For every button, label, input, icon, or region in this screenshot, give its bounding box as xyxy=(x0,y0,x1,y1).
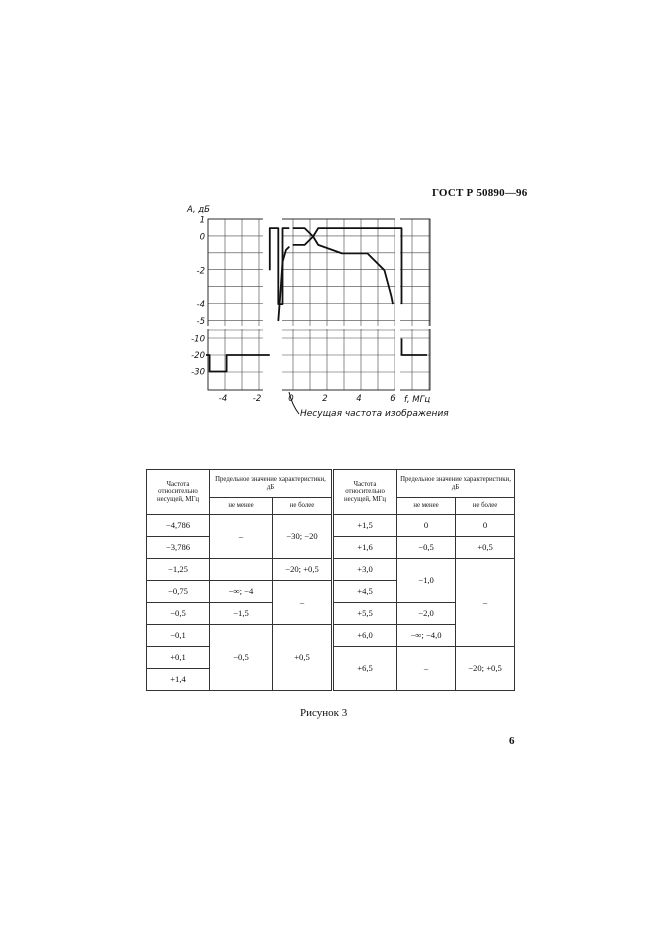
max-cell: −30; −20 xyxy=(273,515,333,559)
limits-table xyxy=(146,469,515,691)
max-cell: – xyxy=(273,581,333,625)
col-freq-header-right: Частота относительно несущей, МГц xyxy=(333,470,397,515)
x-tick-label: -4 xyxy=(218,394,228,404)
axis-break xyxy=(207,326,431,329)
response-curve xyxy=(293,228,402,304)
freq-cell: +4,5 xyxy=(333,581,397,603)
max-cell: +0,5 xyxy=(456,537,515,559)
min-cell: −∞; −4 xyxy=(210,581,273,603)
freq-cell: +1,5 xyxy=(333,515,397,537)
chart-series xyxy=(206,228,427,371)
y-tick-label: 1 xyxy=(199,215,205,226)
document-header: ГОСТ Р 50890—96 xyxy=(432,187,528,199)
x-axis-label: f, МГц xyxy=(404,395,431,405)
y-axis-label: А, дБ xyxy=(187,205,210,215)
axis-break xyxy=(395,217,400,392)
y-tick-label: -20 xyxy=(191,351,205,361)
min-cell: −0,5 xyxy=(397,537,456,559)
table-row xyxy=(147,559,515,581)
table-header-row xyxy=(147,470,515,498)
freq-cell: +3,0 xyxy=(333,559,397,581)
max-cell: +0,5 xyxy=(273,625,333,691)
freq-cell: −4,786 xyxy=(147,515,210,537)
chart-grid xyxy=(207,217,431,392)
min-cell: −2,0 xyxy=(397,603,456,625)
y-tick-label: -5 xyxy=(196,317,205,327)
y-tick-label: -10 xyxy=(191,334,205,345)
x-tick-label: 2 xyxy=(322,394,328,404)
chart-tick-labels xyxy=(191,216,396,404)
y-tick-label: -30 xyxy=(191,367,205,378)
min-cell: −∞; −4,0 xyxy=(397,625,456,647)
y-tick-label: 0 xyxy=(199,232,205,243)
freq-cell: −3,786 xyxy=(147,537,210,559)
min-cell: 0 xyxy=(397,515,456,537)
min-cell xyxy=(210,559,273,581)
page-number: 6 xyxy=(509,735,515,747)
freq-cell: +0,1 xyxy=(147,647,210,669)
min-cell: −0,5 xyxy=(210,625,273,691)
min-cell: −1,0 xyxy=(397,559,456,603)
max-header: не более xyxy=(273,498,333,515)
x-tick-label: -2 xyxy=(252,394,262,404)
y-tick-label: -2 xyxy=(196,266,205,277)
freq-cell: +6,5 xyxy=(333,647,397,691)
response-curve xyxy=(206,355,270,372)
freq-cell: −1,25 xyxy=(147,559,210,581)
x-tick-label: 6 xyxy=(390,394,396,404)
x-tick-label: 0 xyxy=(288,394,294,404)
max-cell: −20; +0,5 xyxy=(273,559,333,581)
table-row xyxy=(147,515,515,537)
freq-cell: +1,6 xyxy=(333,537,397,559)
min-cell: −1,5 xyxy=(210,603,273,625)
freq-cell: −0,5 xyxy=(147,603,210,625)
col-limit-header: Предельное значение характеристики, дБ xyxy=(210,470,333,498)
figure-caption: Рисунок 3 xyxy=(300,707,348,719)
col-limit-header-right: Предельное значение характеристики, дБ xyxy=(397,470,515,498)
max-cell: – xyxy=(456,559,515,647)
response-curve xyxy=(402,339,428,356)
max-cell: 0 xyxy=(456,515,515,537)
freq-cell: +6,0 xyxy=(333,625,397,647)
min-header: не менее xyxy=(210,498,273,515)
freq-cell: +5,5 xyxy=(333,603,397,625)
chart-annotation: Несущая частота изображения xyxy=(300,409,449,419)
y-tick-label: -4 xyxy=(196,300,205,311)
freq-cell: −0,75 xyxy=(147,581,210,603)
min-cell: – xyxy=(210,515,273,559)
min-header-right: не менее xyxy=(397,498,456,515)
max-cell: −20; +0,5 xyxy=(456,647,515,691)
freq-cell: −0,1 xyxy=(147,625,210,647)
frequency-response-chart xyxy=(0,0,661,460)
col-freq-header: Частота относительно несущей, МГц xyxy=(147,470,210,515)
freq-cell: +1,4 xyxy=(147,669,210,691)
min-cell: – xyxy=(397,647,456,691)
max-header-right: не более xyxy=(456,498,515,515)
x-tick-label: 4 xyxy=(356,394,362,404)
